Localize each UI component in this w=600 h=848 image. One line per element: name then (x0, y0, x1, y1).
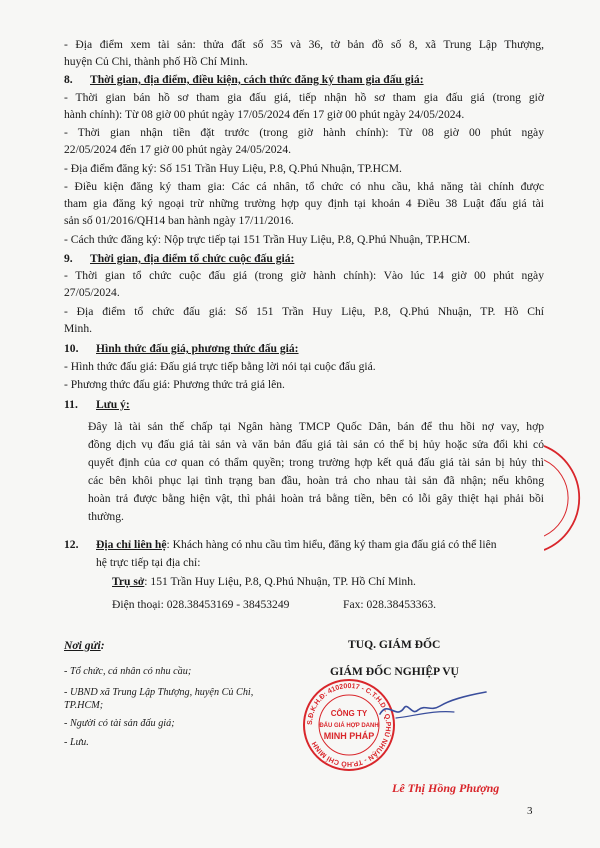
s12-line-1-text: : Khách hàng có nhu cầu tìm hiểu, đăng ký tham gia đấu giá có thể liên (166, 538, 497, 551)
seal-line-2: ĐẤU GIÁ HỢP DANH (319, 723, 379, 729)
location-line-1: - Địa điểm xem tài sản: thửa đất số 35 và 36, tờ bản đồ số 8, xã Trung Lập Thượng, (64, 38, 544, 51)
sign-title-2: GIÁM ĐỐC NGHIỆP VỤ (330, 665, 459, 678)
s9-line-4: Minh. (64, 322, 93, 335)
section-12-title: Địa chỉ liên hệ (96, 538, 167, 551)
s11-line-5: hoàn trả được bằng hiện vật, thì phải hoàn trả bằng tiền, bên có lỗi gây thiệt hại phải bồi (88, 492, 544, 505)
section-10-title: Hình thức đấu giá, phương thức đấu giá: (96, 342, 299, 355)
recipient-item: - Lưu. (64, 737, 89, 748)
sign-title-1: TUQ. GIÁM ĐỐC (348, 638, 441, 651)
fax-line: Fax: 028.38453363. (343, 598, 437, 611)
s8-line-6: - Điều kiện đăng ký tham gia: Các cá nhân, tổ chức có nhu cầu, khả năng tài chính được (64, 180, 544, 193)
headquarters-label: Trụ sở (112, 575, 145, 588)
s8-line-5: - Địa điểm đăng ký: Số 151 Trần Huy Liệu, P.8, Q.Phú Nhuận, TP.HCM. (64, 162, 402, 175)
recipients-colon: : (100, 639, 105, 652)
section-12-number: 12. (64, 538, 79, 551)
s8-line-3: - Thời gian nhận tiền đặt trước (trong giờ hành chính): Từ 08 giờ 00 phút ngày (64, 126, 544, 139)
handwritten-signature (374, 690, 494, 740)
s11-line-1: Đây là tài sản thế chấp tại Ngân hàng TMCP Quốc Dân, bán để thu hồi nợ vay, hợp (88, 420, 544, 433)
recipients-heading (64, 638, 105, 654)
seal-line-3: MINH PHÁP (323, 731, 375, 741)
s8-line-7: tham gia đăng ký ngoại trừ những trường hợp quy định tại khoản 4 Điều 38 Luật đấu giá tài (64, 197, 544, 210)
s12-line-2: hệ trực tiếp tại địa chỉ: (96, 556, 201, 569)
s11-line-3: quyết định của cơ quan có thẩm quyền; trong trường hợp kết quả đấu giá tài sản bị hủy thì (88, 456, 544, 469)
s12-line-1 (96, 537, 544, 553)
page-number: 3 (527, 805, 533, 817)
s10-line-2: - Phương thức đấu giá: Phương thức trả giá lên. (64, 378, 285, 391)
s8-line-4: 22/05/2024 đến 17 giờ 00 phút ngày 24/05/2024. (64, 143, 292, 156)
section-10-number: 10. (64, 342, 79, 355)
s8-line-2: hành chính): Từ 08 giờ 00 phút ngày 17/05/2024 đến 17 giờ 00 phút ngày 24/05/2024. (64, 108, 465, 121)
s11-line-6: thường. (88, 510, 124, 523)
s10-line-1: - Hình thức đấu giá: Đấu giá trực tiếp bằng lời nói tại cuộc đấu giá. (64, 360, 376, 373)
phone-line: Điện thoại: 028.38453169 - 38453249 (112, 598, 290, 611)
s9-line-1: - Thời gian tổ chức cuộc đấu giá (trong giờ hành chính): Vào lúc 14 giờ 00 phút ngày (64, 269, 544, 282)
s9-line-3: - Địa điểm tổ chức đấu giá: Số 151 Trần Huy Liệu, P.8, Q.Phú Nhuận, TP. Hồ Chí (64, 305, 544, 318)
section-8-number: 8. (64, 73, 73, 86)
seal-line-1: CÔNG TY (330, 709, 368, 718)
s11-line-4: các bên khôi phục lại tình trạng ban đầu, hoàn trả cho nhau tài sản đã nhận; nếu không (88, 474, 544, 487)
signer-name: Lê Thị Hồng Phượng (392, 781, 500, 795)
section-9-number: 9. (64, 252, 73, 265)
recipient-item: - Tổ chức, cá nhân có nhu cầu; (64, 666, 192, 677)
section-11-number: 11. (64, 398, 78, 411)
s8-line-1: - Thời gian bán hồ sơ tham gia đấu giá, tiếp nhận hồ sơ tham gia đấu giá (trong giờ (64, 91, 544, 104)
seal-ring-text: S.Đ.K.H.Đ: 41020017 - C.T.H.D - Q.PHÚ NHUẬN - TP.HỒ CHÍ MINH (306, 682, 392, 768)
location-line-2: huyện Củ Chi, thành phố Hồ Chí Minh. (64, 55, 248, 68)
recipient-item: - UBND xã Trung Lập Thượng, huyện Củ Chi, (64, 687, 254, 698)
headquarters-address: : 151 Trần Huy Liệu, P.8, Q.Phú Nhuận, TP. Hồ Chí Minh. (144, 575, 416, 588)
section-9-title: Thời gian, địa điểm tổ chức cuộc đấu giá: (90, 252, 295, 265)
section-8-title: Thời gian, địa điểm, điều kiện, cách thức đăng ký tham gia đấu giá: (90, 73, 424, 86)
margin-seal (544, 438, 584, 558)
s8-line-9: - Cách thức đăng ký: Nộp trực tiếp tại 151 Trần Huy Liệu, P.8, Q.Phú Nhuận, TP.HCM. (64, 233, 471, 246)
s11-line-2: đồng dịch vụ đấu giá tài sản và văn bản đấu giá tài sản có thể bị hủy hoặc sửa đổi khi có (88, 438, 544, 451)
recipient-item: - Người có tài sản đấu giá; (64, 718, 175, 729)
s9-line-2: 27/05/2024. (64, 286, 120, 299)
s8-line-8: sản số 01/2016/QH14 ban hành ngày 17/11/2016. (64, 214, 294, 227)
section-11-title: Lưu ý: (96, 398, 130, 411)
headquarters-line (112, 574, 416, 590)
recipients-title: Nơi gửi (64, 639, 101, 652)
recipient-item: TP.HCM; (64, 700, 104, 711)
